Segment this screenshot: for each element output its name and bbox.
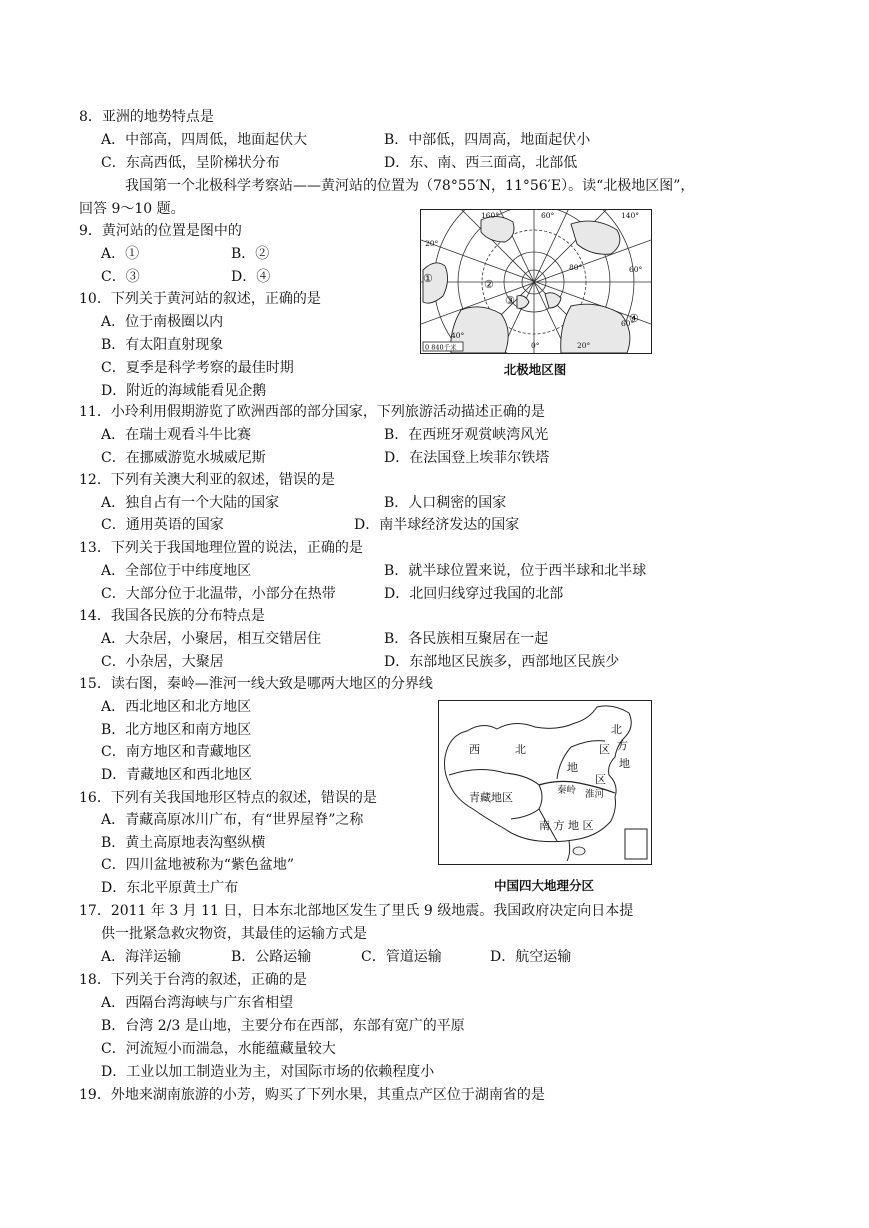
china-map-caption: 中国四大地理分区 <box>493 878 594 893</box>
question-10-option-c: C．夏季是科学考察的最佳时期 <box>101 360 294 376</box>
question-9-option-c: C．③ <box>101 269 140 285</box>
china-regions-map <box>438 700 652 865</box>
question-10-option-a: A．位于南极圈以内 <box>101 314 224 330</box>
question-16-stem: 16．下列有关我国地形区特点的叙述，错误的是 <box>79 790 377 806</box>
question-12-option-a: A．独自占有一个大陆的国家 <box>101 495 280 511</box>
question-10-option-d: D．附近的海域能看见企鹅 <box>101 383 267 399</box>
arctic-map-drawing <box>421 210 651 353</box>
china-map-label-qu2: 区 <box>595 773 606 786</box>
question-17-line2: 供一批紧急救灾物资，其最佳的运输方式是 <box>101 926 367 942</box>
arctic-map-label-180: 60° <box>541 211 555 220</box>
question-12-option-c: C．通用英语的国家 <box>101 517 224 533</box>
question-15-stem: 15．读右图，秦岭—淮河一线大致是哪两大地区的分界线 <box>79 676 433 692</box>
question-18-option-d: D．工业以加工制造业为主，对国际市场的依赖程度小 <box>101 1064 435 1080</box>
arctic-map-label-140: 140° <box>621 211 640 220</box>
arctic-map-label-40: 40° <box>451 331 465 340</box>
question-11-option-b: B．在西班牙观赏峡湾风光 <box>384 427 549 443</box>
question-17-option-c: C．管道运输 <box>361 949 442 965</box>
question-15-option-b: B．北方地区和南方地区 <box>101 722 252 738</box>
question-13-stem: 13．下列关于我国地理位置的说法，正确的是 <box>79 540 363 556</box>
china-map-label-bei: 北 <box>515 743 526 756</box>
question-18-option-c: C．河流短小而湍急，水能蕴藏量较大 <box>101 1041 336 1057</box>
question-8-stem: 8．亚洲的地势特点是 <box>79 109 214 125</box>
question-8-option-b: B．中部低，四周高，地面起伏小 <box>384 132 591 148</box>
arctic-map-marker-2: ② <box>484 278 494 291</box>
arctic-map-label-20: 20° <box>425 239 439 248</box>
question-19-stem: 19．外地来湖南旅游的小芳，购买了下列水果，其重点产区位于湖南省的是 <box>79 1087 545 1103</box>
arctic-map-label-0: 0° <box>531 341 540 350</box>
question-12-option-b: B．人口稠密的国家 <box>384 495 507 511</box>
question-12-stem: 12．下列有关澳大利亚的叙述，错误的是 <box>79 472 335 488</box>
arctic-map-label-60-east: 60° <box>629 265 643 274</box>
question-15-option-a: A．西北地区和北方地区 <box>101 699 252 715</box>
china-regions-map-drawing <box>439 701 651 864</box>
arctic-map-label-20-east: 20° <box>577 341 591 350</box>
question-9-option-b: B．② <box>231 246 270 262</box>
question-8-option-d: D．东、南、西三面高，北部低 <box>384 155 578 171</box>
question-14-option-c: C．小杂居，大聚居 <box>101 654 224 670</box>
china-map-label-bei2: 北 <box>611 723 622 736</box>
china-map-label-xi: 西 <box>469 743 480 756</box>
question-11-stem: 11．小玲利用假期游览了欧洲西部的部分国家，下列旅游活动描述正确的是 <box>79 404 545 420</box>
question-18-option-b: B．台湾 2/3 是山地，主要分布在西部，东部有宽广的平原 <box>101 1018 465 1034</box>
arctic-map-scale-label: 0 840千米 <box>425 343 457 352</box>
china-map-label-fang: 方 <box>617 739 628 752</box>
china-map-label-qinling: 秦岭 <box>557 785 577 796</box>
question-9-stem: 9．黄河站的位置是图中的 <box>79 223 242 239</box>
arctic-map-marker-3: ③ <box>505 294 515 307</box>
question-13-option-a: A．全部位于中纬度地区 <box>101 563 252 579</box>
question-16-option-a: A．青藏高原冰川广布，有“世界屋脊”之称 <box>101 812 364 828</box>
question-11-option-d: D．在法国登上埃菲尔铁塔 <box>384 450 550 466</box>
question-14-option-d: D．东部地区民族多，西部地区民族少 <box>384 654 620 670</box>
question-13-option-d: D．北回归线穿过我国的北部 <box>384 586 564 602</box>
china-map-label-di2: 地 <box>619 757 630 770</box>
question-17-line1: 17．2011 年 3 月 11 日，日本东北部地区发生了里氏 9 级地震。我国政府决定向日本提 <box>79 903 634 919</box>
question-18-stem: 18．下列关于台湾的叙述，正确的是 <box>79 972 307 988</box>
question-17-option-d: D．航空运输 <box>490 949 572 965</box>
question-15-option-c: C．南方地区和青藏地区 <box>101 744 252 760</box>
question-14-stem: 14．我国各民族的分布特点是 <box>79 608 265 624</box>
question-13-option-b: B．就半球位置来说，位于西半球和北半球 <box>384 563 647 579</box>
arctic-map-marker-4: ④ <box>629 312 639 325</box>
arctic-map-marker-1: ① <box>423 272 433 285</box>
intro-9-10-line2: 回答 9～10 题。 <box>79 201 185 217</box>
china-map-label-huaihe: 淮河 <box>585 789 605 800</box>
question-16-option-c: C．四川盆地被称为“紫色盆地” <box>101 857 295 873</box>
question-17-option-b: B．公路运输 <box>231 949 312 965</box>
question-15-option-d: D．青藏地区和西北地区 <box>101 767 253 783</box>
question-14-option-b: B．各民族相互聚居在一起 <box>384 631 549 647</box>
china-map-label-qu: 区 <box>599 743 610 756</box>
question-8-option-a: A．中部高，四周低，地面起伏大 <box>101 132 308 148</box>
arctic-map-label-60-south: 60° <box>621 319 635 328</box>
arctic-map <box>420 209 652 354</box>
arctic-map-label-80: 80° <box>569 263 583 272</box>
question-9-option-d: D．④ <box>231 269 271 285</box>
question-12-option-d: D．南半球经济发达的国家 <box>354 517 520 533</box>
intro-9-10-line1: 我国第一个北极科学考察站——黄河站的位置为（78°55′N，11°56′E）。读“北极地区图”， <box>125 178 695 194</box>
china-map-label-di: 地 <box>567 761 578 774</box>
question-9-option-a: A．① <box>101 246 140 262</box>
question-16-option-b: B．黄土高原地表沟壑纵横 <box>101 835 266 851</box>
question-16-option-d: D．东北平原黄土广布 <box>101 880 239 896</box>
question-11-option-c: C．在挪威游览水城威尼斯 <box>101 450 266 466</box>
china-map-label-qingzang: 青藏地区 <box>469 791 513 804</box>
arctic-map-label-160: 160° <box>481 211 500 220</box>
question-17-option-a: A．海洋运输 <box>101 949 182 965</box>
question-8-option-c: C．东高西低，呈阶梯状分布 <box>101 155 280 171</box>
china-map-label-nanfang: 南 方 地 区 <box>539 819 594 832</box>
question-11-option-a: A．在瑞士观看斗牛比赛 <box>101 427 252 443</box>
question-18-option-a: A．西隔台湾海峡与广东省相望 <box>101 995 294 1011</box>
question-13-option-c: C．大部分位于北温带，小部分在热带 <box>101 586 336 602</box>
question-10-option-b: B．有太阳直射现象 <box>101 337 224 353</box>
question-14-option-a: A．大杂居，小聚居，相互交错居住 <box>101 631 322 647</box>
arctic-map-caption: 北极地区图 <box>503 362 567 377</box>
question-10-stem: 10．下列关于黄河站的叙述，正确的是 <box>79 291 321 307</box>
